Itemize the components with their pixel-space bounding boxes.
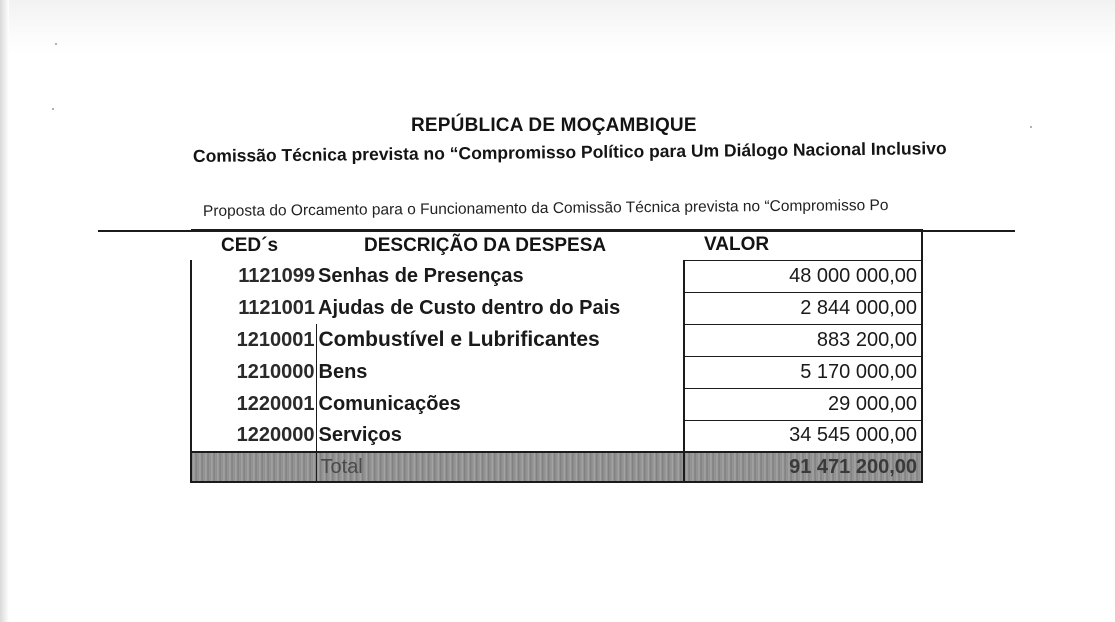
row-value: 34 545 000,00 bbox=[684, 420, 922, 452]
document-title: REPÚBLICA DE MOÇAMBIQUE bbox=[411, 115, 697, 136]
header-value: VALOR bbox=[684, 230, 922, 260]
table-header-row bbox=[191, 230, 922, 260]
row-value: 48 000 000,00 bbox=[684, 260, 922, 292]
row-code: 1121001 bbox=[191, 292, 316, 324]
row-code: 1210001 bbox=[191, 324, 316, 356]
header-code: CED´s bbox=[191, 230, 316, 260]
row-code: 1220000 bbox=[191, 420, 316, 452]
total-code-cell bbox=[191, 452, 316, 482]
proposal-caption: Proposta do Orcamento para o Funcionamento da Comissão Técnica prevista no “Compromisso Po bbox=[202, 197, 889, 220]
table-row bbox=[191, 324, 922, 356]
scan-left-edge bbox=[0, 0, 9, 622]
table-row bbox=[191, 388, 922, 420]
row-description: Bens bbox=[316, 356, 684, 388]
scan-speck bbox=[55, 43, 57, 45]
row-description: Ajudas de Custo dentro do Pais bbox=[318, 296, 621, 319]
total-label: Total bbox=[316, 452, 684, 482]
row-value: 5 170 000,00 bbox=[684, 356, 922, 388]
table-row bbox=[191, 356, 922, 388]
header-description: DESCRIÇÃO DA DESPESA bbox=[316, 230, 684, 260]
row-value: 883 200,00 bbox=[684, 324, 922, 356]
budget-table bbox=[190, 229, 923, 483]
table-row bbox=[191, 420, 922, 452]
row-code: 1210000 bbox=[191, 356, 316, 388]
row-code: 1220001 bbox=[191, 388, 316, 420]
row-description: Serviços bbox=[316, 420, 684, 452]
row-code: 1121099 bbox=[191, 260, 316, 292]
total-value: 91 471 200,00 bbox=[684, 452, 922, 482]
table-total-row bbox=[191, 452, 922, 482]
row-description: Comunicações bbox=[316, 388, 684, 420]
row-value: 2 844 000,00 bbox=[684, 292, 922, 324]
table-row bbox=[191, 292, 922, 324]
row-description: Combustível e Lubrificantes bbox=[316, 324, 684, 356]
row-value: 29 000,00 bbox=[684, 388, 922, 420]
scan-speck bbox=[52, 108, 54, 110]
scan-speck bbox=[1030, 126, 1032, 128]
document-subtitle: Comissão Técnica prevista no “Compromisso Político para Um Diálogo Nacional Inclusivo bbox=[192, 138, 947, 166]
table-row bbox=[191, 260, 922, 292]
row-description: Senhas de Presenças bbox=[318, 264, 524, 287]
scan-top-band bbox=[9, 0, 1115, 56]
